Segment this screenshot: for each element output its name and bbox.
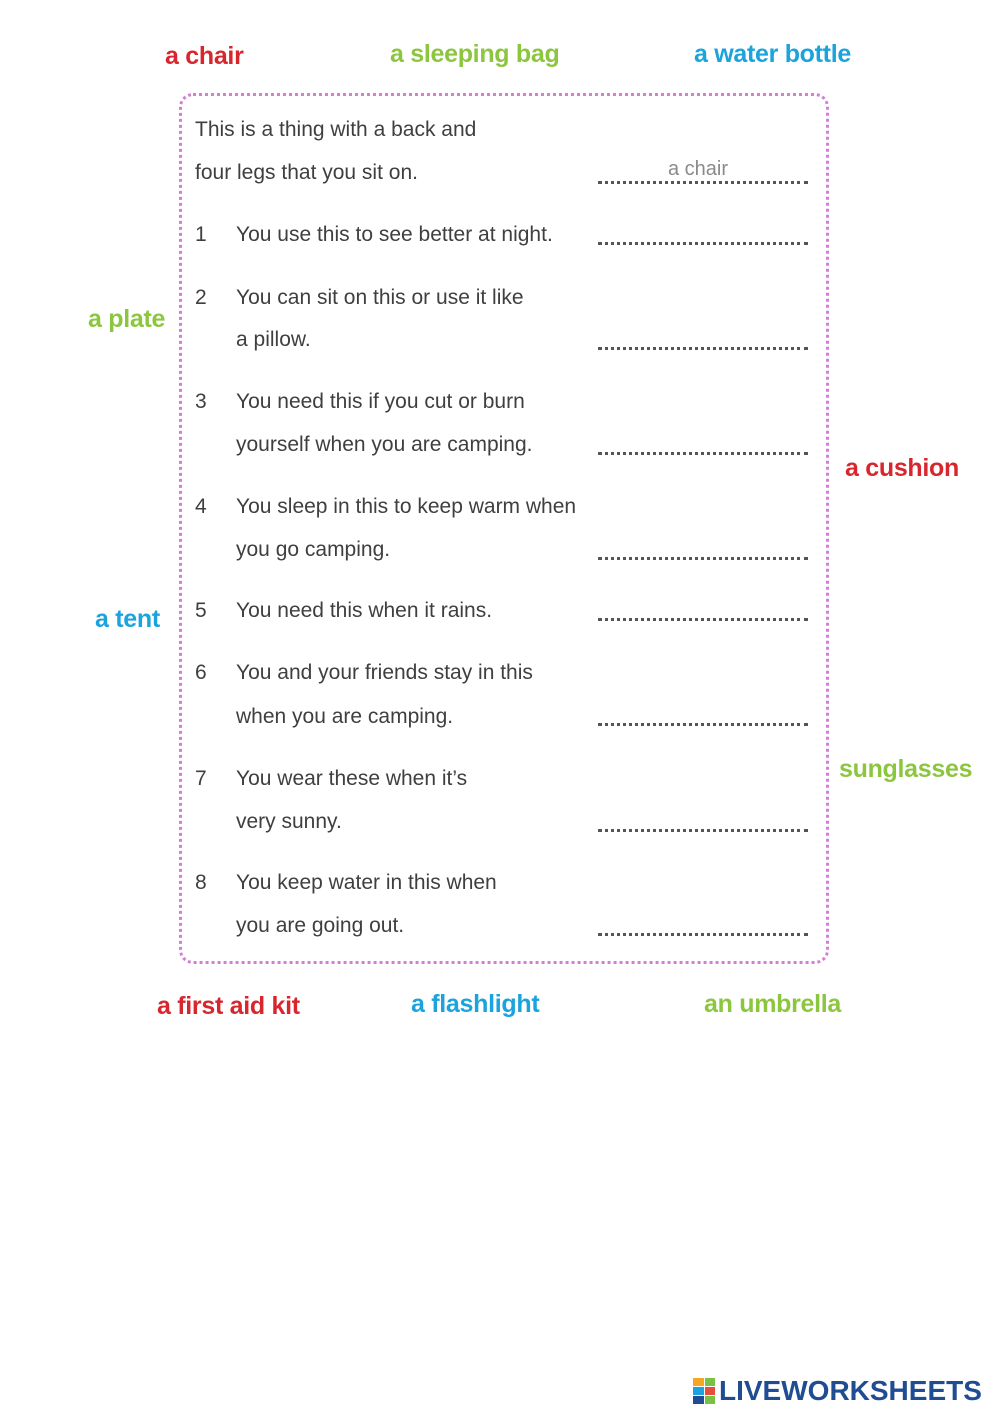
question-1-line-1: You use this to see better at night. (236, 223, 553, 246)
question-7-line-1: You wear these when it’s (236, 767, 468, 790)
question-3-answer-field[interactable] (598, 451, 808, 455)
question-6-answer-field[interactable] (598, 722, 808, 726)
question-8-line-2: you are going out. (236, 914, 405, 937)
question-3-line-2: yourself when you are camping. (236, 433, 533, 456)
example-line-2: four legs that you sit on. (195, 161, 418, 184)
question-8-answer-field[interactable] (598, 932, 808, 936)
question-1-answer-field[interactable] (598, 241, 808, 245)
question-7-number: 7 (195, 767, 207, 790)
example-line-1: This is a thing with a back and (195, 118, 477, 141)
question-5-number: 5 (195, 599, 207, 622)
question-6-line-2: when you are camping. (236, 705, 454, 728)
word-a-cushion[interactable]: a cushion (845, 454, 959, 482)
word-a-chair[interactable]: a chair (165, 42, 244, 70)
question-4-number: 4 (195, 495, 207, 518)
question-4-line-1: You sleep in this to keep warm when (236, 495, 577, 518)
question-1-number: 1 (195, 223, 207, 246)
question-2-line-2: a pillow. (236, 328, 311, 351)
question-5-answer-field[interactable] (598, 617, 808, 621)
liveworksheets-logo (693, 1375, 982, 1407)
question-5-line-1: You need this when it rains. (236, 599, 493, 622)
question-3-line-1: You need this if you cut or burn (236, 390, 525, 413)
question-3-number: 3 (195, 390, 207, 413)
question-7-answer-field[interactable] (598, 828, 808, 832)
liveworksheets-logo-text: LIVEWORKSHEETS (719, 1375, 982, 1406)
liveworksheets-mark-icon (693, 1378, 715, 1404)
word-a-flashlight[interactable]: a flashlight (411, 990, 540, 1018)
example-answer: a chair (668, 158, 729, 180)
question-8-line-1: You keep water in this when (236, 871, 497, 894)
word-a-tent[interactable]: a tent (95, 605, 160, 633)
word-sunglasses[interactable]: sunglasses (839, 755, 973, 783)
word-a-sleeping-bag[interactable]: a sleeping bag (390, 40, 560, 68)
question-7-line-2: very sunny. (236, 810, 342, 833)
question-6-line-1: You and your friends stay in this (236, 661, 533, 684)
question-6-number: 6 (195, 661, 207, 684)
question-4-answer-field[interactable] (598, 556, 808, 560)
question-2-answer-field[interactable] (598, 346, 808, 350)
word-a-water-bottle[interactable]: a water bottle (694, 40, 851, 68)
question-2-number: 2 (195, 286, 207, 309)
question-2-line-1: You can sit on this or use it like (236, 286, 524, 309)
question-8-number: 8 (195, 871, 207, 894)
word-an-umbrella[interactable]: an umbrella (704, 990, 842, 1018)
word-a-plate[interactable]: a plate (88, 305, 166, 333)
word-a-first-aid-kit[interactable]: a first aid kit (157, 992, 300, 1020)
question-4-line-2: you go camping. (236, 538, 391, 561)
